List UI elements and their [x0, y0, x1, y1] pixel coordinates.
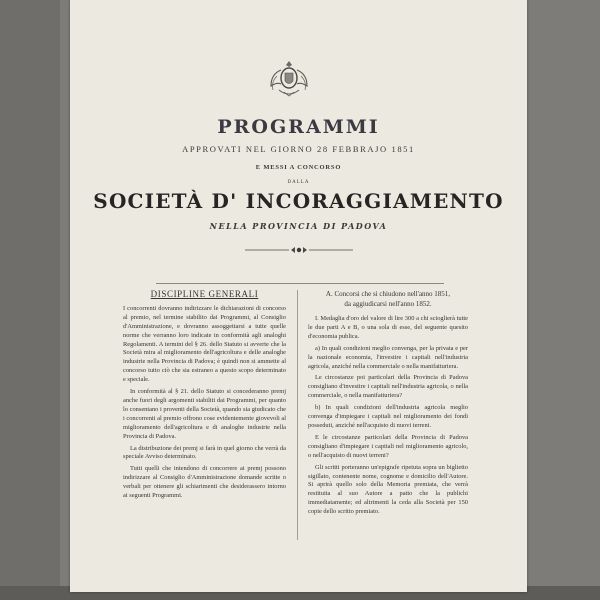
paragraph: Le circostanze poi particolari della Provincia di Padova consigliano d'investire i capitali nell'industria agricola, o nella commerciale, o nella manifatturiera?: [308, 374, 468, 400]
concorsi-heading: [308, 290, 468, 309]
concorsi-heading-line1: A. Concorsi che si chiudono nell'anno 1851,: [325, 290, 451, 298]
concorsi-heading-line2: da aggiudicarsi nell'anno 1852.: [344, 299, 432, 308]
paragraph: In conformità al § 21. dello Statuto si concederanno premj anche fuori degli argomenti stabiliti dai Programmi, per quanto lo consentano i proventi della Società, quando sia giudicato che i concorrenti al premio offrono cose evidentemente giovevoli al miglioramento dell'agricoltura e di analoghe industrie nella Provincia di Padova.: [123, 388, 286, 440]
dalla-line: DALLA: [287, 180, 310, 185]
document-title: PROGRAMMI: [217, 116, 380, 138]
paragraph: Tutti quelli che intendono di concorrere ai premj possono indirizzare al Consiglio d'Amministrazione domande scritte o verbali per ottenere gli schiarimenti che desiderassero intorno ai seguenti Programmi.: [123, 465, 286, 500]
right-column: [308, 290, 468, 520]
paragraph: I concorrenti dovranno indirizzare le dichiarazioni di concorso al premio, nel termine stabilito dai Programmi, al Consiglio d'Amministrazione, e dovranno assoggettarsi a tutte quelle norme che verranno loro indicate in conformità agli analoghi Regolamenti. A termini del § 26. dello Statuto si avverte che la Società mira al miglioramento dell'agricoltura e delle analoghe industrie nella Provincia di Padova; è quindi non si ammette al concorso tutto ciò che sia estraneo a questo scopo determinato e speciale.: [123, 304, 286, 384]
paragraph: La distribuzione dei premj si farà in quel giorno che verrà da speciale Avviso determinato.: [123, 444, 286, 461]
document-sheet: [70, 0, 527, 592]
coat-of-arms-emblem: [265, 58, 313, 98]
paragraph: Gli scritti porteranno un'epigrafe ripetuta sopra un biglietto sigillato, contenente nome, cognome e domicilio dell'Autore. Si aprirà quello solo della Memoria premiata, che verrà restituita al suo Autore a patto che la publichi immediatamente; ed altrimenti la ceda alla Società per 150 copie dello scritto premiato.: [308, 463, 468, 516]
approval-date-line: APPROVATI NEL GIORNO 28 FEBBRAJO 1851: [182, 144, 415, 154]
paragraph: b) In quali condizioni dell'industria agricola meglio convenga d'impiegare i capitali nel miglioramento dei fondi posseduti, anziché nell'acquisto di nuovi terreni.: [308, 404, 468, 429]
concorso-line: E MESSI A CONCORSO: [255, 164, 342, 171]
paragraph: I. Medaglia d'oro del valore di lire 300 a chi scioglierà tutte le due parti A e B, o una sola di esse, del seguente quesito d'economia publica.: [308, 315, 468, 340]
society-name: SOCIETÀ D' INCORAGGIAMENTO: [93, 189, 504, 213]
ornament-divider: [245, 244, 353, 256]
section-rule: [156, 283, 444, 284]
discipline-heading: DISCIPLINE GENERALI: [150, 289, 259, 299]
paragraph: E le circostanze particolari della Provincia di Padova consigliano d'impiegare i capitali nel miglioramento agricolo, o nell'acquisto di nuovi terreni?: [308, 433, 468, 459]
province-line: NELLA PROVINCIA DI PADOVA: [209, 221, 388, 231]
background-left: [0, 0, 60, 600]
column-divider: [297, 290, 298, 540]
paragraph: a) In quali condizioni meglio convenga, per la privata e per la nazionale economia, l'investire i capitali nell'industria agricola, anziché nella commerciale o nella manifatturiera.: [308, 344, 468, 370]
left-column: [123, 290, 286, 504]
